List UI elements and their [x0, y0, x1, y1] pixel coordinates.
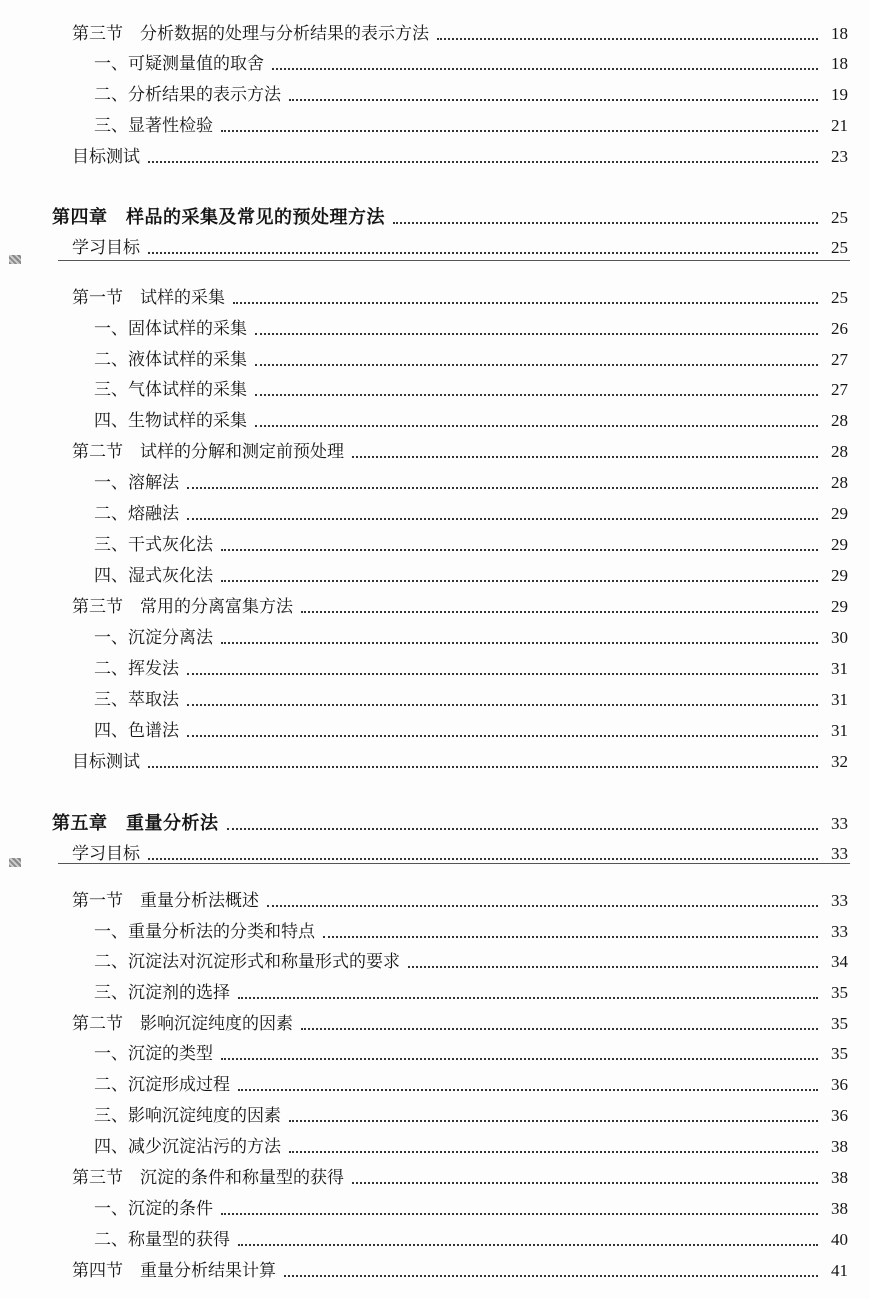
dot-leader [187, 673, 818, 675]
toc-subsection-entry [94, 44, 848, 74]
toc-subsection-entry [94, 340, 848, 370]
entry-title: 第三节 分析数据的处理与分析结果的表示方法 [72, 24, 429, 44]
separator-line [58, 260, 850, 261]
dot-leader [221, 642, 818, 644]
page-number: 32 [831, 752, 848, 771]
page-number: 31 [831, 690, 848, 709]
entry-title: 三、沉淀剂的选择 [94, 983, 230, 1003]
dot-leader [221, 130, 818, 132]
toc-section-entry [72, 834, 848, 864]
page-number: 35 [831, 1044, 848, 1063]
page-number: 33 [831, 844, 848, 863]
entry-title: 第一节 试样的采集 [72, 288, 225, 308]
dot-leader [238, 997, 818, 999]
entry-title: 二、沉淀形成过程 [94, 1075, 230, 1095]
entry-title: 第二节 试样的分解和测定前预处理 [72, 442, 344, 462]
dot-leader [352, 1182, 818, 1184]
entry-title: 第一节 重量分析法概述 [72, 891, 259, 911]
dot-leader [267, 905, 818, 907]
dot-leader [284, 1275, 818, 1277]
page-number: 33 [831, 814, 848, 833]
dot-leader [323, 936, 818, 938]
toc-section-entry [72, 587, 848, 617]
scan-mark-icon [9, 858, 21, 867]
toc-section-entry [72, 1004, 848, 1034]
page-number: 25 [831, 288, 848, 307]
dot-leader [221, 549, 818, 551]
toc-subsection-entry [94, 494, 848, 524]
toc-subsection-entry [94, 556, 848, 586]
dot-leader [255, 394, 818, 396]
entry-title: 目标测试 [72, 147, 140, 167]
entry-title: 第二节 影响沉淀纯度的因素 [72, 1014, 293, 1034]
toc-subsection-entry [94, 618, 848, 648]
toc-section-entry [72, 14, 848, 44]
dot-leader [352, 456, 818, 458]
page-number: 36 [831, 1106, 848, 1125]
toc-subsection-entry [94, 680, 848, 710]
entry-title: 二、称量型的获得 [94, 1230, 230, 1250]
dot-leader [187, 735, 818, 737]
page-number: 19 [831, 85, 848, 104]
dot-leader [272, 68, 818, 70]
page-number: 38 [831, 1168, 848, 1187]
entry-title: 学习目标 [72, 238, 140, 258]
page-number: 33 [831, 922, 848, 941]
separator-line [58, 863, 850, 864]
entry-title: 学习目标 [72, 844, 140, 864]
entry-title: 目标测试 [72, 752, 140, 772]
entry-title: 一、沉淀分离法 [94, 628, 213, 648]
toc-subsection-entry [94, 973, 848, 1003]
scan-mark-icon [9, 255, 21, 264]
dot-leader [148, 161, 818, 163]
toc-section-entry [72, 432, 848, 462]
toc-section-entry [72, 1251, 848, 1281]
toc-chapter-entry [52, 804, 848, 834]
dot-leader [408, 966, 818, 968]
dot-leader [221, 1213, 818, 1215]
page-number: 35 [831, 1014, 848, 1033]
dot-leader [187, 518, 818, 520]
entry-title: 一、可疑测量值的取舍 [94, 54, 264, 74]
page-number: 29 [831, 504, 848, 523]
page-number: 29 [831, 597, 848, 616]
dot-leader [233, 302, 818, 304]
dot-leader [187, 704, 818, 706]
toc-section-entry [72, 742, 848, 772]
toc-subsection-entry [94, 1189, 848, 1219]
page-number: 35 [831, 983, 848, 1002]
page-number: 25 [831, 238, 848, 257]
page-number: 31 [831, 721, 848, 740]
entry-title: 二、沉淀法对沉淀形式和称量形式的要求 [94, 952, 400, 972]
entry-title: 第五章 重量分析法 [52, 813, 219, 834]
entry-title: 一、沉淀的条件 [94, 1199, 213, 1219]
dot-leader [301, 611, 818, 613]
dot-leader [148, 766, 818, 768]
dot-leader [221, 1058, 818, 1060]
page-number: 28 [831, 411, 848, 430]
page-number: 18 [831, 24, 848, 43]
toc-section-entry [72, 228, 848, 258]
page-number: 29 [831, 566, 848, 585]
toc-subsection-entry [94, 370, 848, 400]
toc-subsection-entry [94, 1127, 848, 1157]
page-number: 31 [831, 659, 848, 678]
toc-chapter-entry [52, 198, 848, 228]
entry-title: 第四章 样品的采集及常见的预处理方法 [52, 207, 385, 228]
entry-title: 第三节 沉淀的条件和称量型的获得 [72, 1168, 344, 1188]
entry-title: 一、固体试样的采集 [94, 319, 247, 339]
toc-subsection-entry [94, 525, 848, 555]
page-number: 28 [831, 473, 848, 492]
entry-title: 二、液体试样的采集 [94, 350, 247, 370]
entry-title: 四、减少沉淀沾污的方法 [94, 1137, 281, 1157]
dot-leader [289, 99, 818, 101]
toc-subsection-entry [94, 401, 848, 431]
page-number: 36 [831, 1075, 848, 1094]
dot-leader [148, 858, 818, 860]
page-number: 33 [831, 891, 848, 910]
page-number: 23 [831, 147, 848, 166]
toc-subsection-entry [94, 463, 848, 493]
entry-title: 第三节 常用的分离富集方法 [72, 597, 293, 617]
entry-title: 二、挥发法 [94, 659, 179, 679]
toc-subsection-entry [94, 1220, 848, 1250]
entry-title: 三、显著性检验 [94, 116, 213, 136]
toc-subsection-entry [94, 1065, 848, 1095]
dot-leader [221, 580, 818, 582]
entry-title: 一、重量分析法的分类和特点 [94, 922, 315, 942]
toc-subsection-entry [94, 649, 848, 679]
entry-title: 二、分析结果的表示方法 [94, 85, 281, 105]
page-number: 38 [831, 1137, 848, 1156]
toc-subsection-entry [94, 75, 848, 105]
entry-title: 四、色谱法 [94, 721, 179, 741]
page-number: 27 [831, 350, 848, 369]
page-number: 30 [831, 628, 848, 647]
dot-leader [255, 364, 818, 366]
toc-subsection-entry [94, 1034, 848, 1064]
toc-section-entry [72, 1158, 848, 1188]
toc-subsection-entry [94, 1096, 848, 1126]
page-number: 25 [831, 208, 848, 227]
page-number: 21 [831, 116, 848, 135]
entry-title: 第四节 重量分析结果计算 [72, 1261, 276, 1281]
dot-leader [187, 487, 818, 489]
page-number: 28 [831, 442, 848, 461]
page-number: 40 [831, 1230, 848, 1249]
page-number: 41 [831, 1261, 848, 1280]
toc-subsection-entry [94, 106, 848, 136]
entry-title: 一、溶解法 [94, 473, 179, 493]
entry-title: 三、影响沉淀纯度的因素 [94, 1106, 281, 1126]
page-number: 27 [831, 380, 848, 399]
toc-subsection-entry [94, 912, 848, 942]
entry-title: 三、萃取法 [94, 690, 179, 710]
page-number: 26 [831, 319, 848, 338]
dot-leader [148, 252, 818, 254]
entry-title: 二、熔融法 [94, 504, 179, 524]
toc-subsection-entry [94, 711, 848, 741]
entry-title: 四、湿式灰化法 [94, 566, 213, 586]
page-number: 34 [831, 952, 848, 971]
entry-title: 一、沉淀的类型 [94, 1044, 213, 1064]
toc-section-entry [72, 881, 848, 911]
dot-leader [238, 1244, 818, 1246]
dot-leader [227, 828, 819, 830]
dot-leader [437, 38, 818, 40]
dot-leader [289, 1120, 818, 1122]
toc-subsection-entry [94, 942, 848, 972]
dot-leader [393, 222, 818, 224]
page-number: 29 [831, 535, 848, 554]
dot-leader [255, 333, 818, 335]
page-number: 18 [831, 54, 848, 73]
page-number: 38 [831, 1199, 848, 1218]
dot-leader [289, 1151, 818, 1153]
toc-subsection-entry [94, 309, 848, 339]
entry-title: 三、干式灰化法 [94, 535, 213, 555]
toc-section-entry [72, 278, 848, 308]
dot-leader [255, 425, 818, 427]
entry-title: 三、气体试样的采集 [94, 380, 247, 400]
dot-leader [301, 1028, 818, 1030]
entry-title: 四、生物试样的采集 [94, 411, 247, 431]
toc-section-entry [72, 137, 848, 167]
dot-leader [238, 1089, 818, 1091]
